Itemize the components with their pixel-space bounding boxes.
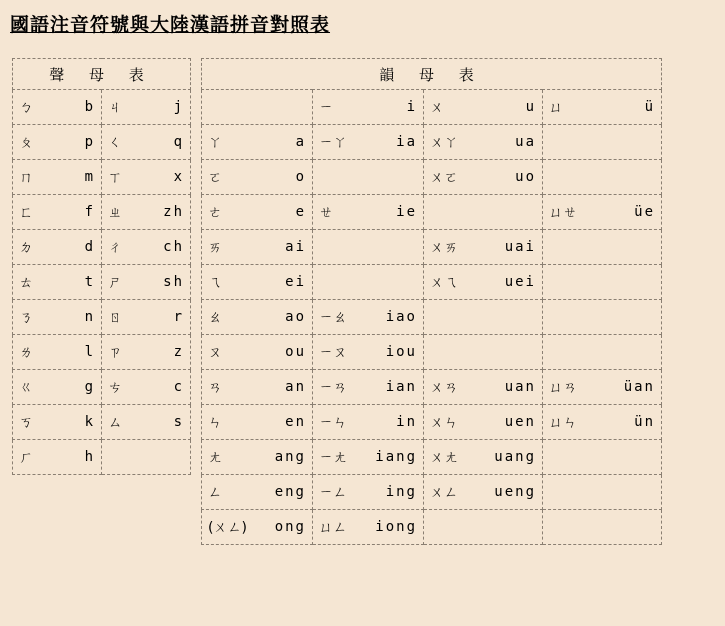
pinyin-text: d (84, 239, 95, 255)
bopomofo-text: ㄨ (430, 100, 444, 116)
pinyin-text: ü (644, 99, 655, 115)
shengmu-table-head (13, 59, 191, 90)
yunmu-table-body (202, 90, 662, 545)
table-row (202, 230, 662, 265)
syllable-cell (102, 370, 191, 405)
syllable-cell (424, 475, 543, 510)
pinyin-text: x (173, 169, 184, 185)
syllable-cell (313, 265, 424, 300)
table-row (13, 370, 191, 405)
bopomofo-text: ㄨㄥ (430, 485, 458, 501)
syllable-cell (543, 370, 662, 405)
syllable-cell (202, 335, 313, 370)
syllable-cell (102, 300, 191, 335)
bopomofo-text: ㄕ (108, 275, 122, 291)
pinyin-text: uai (504, 239, 536, 255)
syllable-cell (202, 265, 313, 300)
bopomofo-text: ㄧㄠ (319, 310, 347, 326)
pinyin-text: ch (163, 239, 184, 255)
table-row (202, 510, 662, 545)
bopomofo-text: ㄊ (19, 275, 33, 291)
syllable-cell (543, 265, 662, 300)
bopomofo-text: ㄥ (208, 485, 222, 501)
pinyin-text: ün (634, 414, 655, 430)
page-title: 國語注音符號與大陸漢語拼音對照表 (10, 14, 331, 36)
syllable-cell (202, 90, 313, 125)
bopomofo-text: ㄘ (108, 380, 122, 396)
table-row (202, 440, 662, 475)
pinyin-text: ie (396, 204, 417, 220)
syllable-cell (543, 335, 662, 370)
table-row (13, 125, 191, 160)
syllable-cell (13, 335, 102, 370)
pinyin-text: üe (634, 204, 655, 220)
bopomofo-text: ㄓ (108, 205, 122, 221)
syllable-cell (543, 510, 662, 545)
bopomofo-text: ㄣ (208, 415, 222, 431)
yunmu-table-head (202, 59, 662, 90)
bopomofo-text: ㄔ (108, 240, 122, 256)
pinyin-text: uo (515, 169, 536, 185)
syllable-cell (543, 440, 662, 475)
shengmu-table (12, 58, 191, 475)
bopomofo-text: ㄉ (19, 240, 33, 256)
bopomofo-text: ㄋ (19, 310, 33, 326)
bopomofo-text: ㄧㄣ (319, 415, 347, 431)
pinyin-text: n (84, 309, 95, 325)
pinyin-text: uang (494, 449, 536, 465)
bopomofo-text: ㄛ (208, 170, 222, 186)
syllable-cell (202, 300, 313, 335)
syllable-cell (102, 125, 191, 160)
syllable-cell (102, 160, 191, 195)
yunmu-header-row (202, 59, 662, 90)
syllable-cell (13, 405, 102, 440)
syllable-cell (202, 440, 313, 475)
pinyin-text: q (173, 134, 184, 150)
pinyin-text: h (84, 449, 95, 465)
syllable-cell (313, 335, 424, 370)
pinyin-text: l (84, 344, 95, 360)
pinyin-text: a (295, 134, 306, 150)
bopomofo-text: ㄨㄚ (430, 135, 458, 151)
pinyin-text: iao (385, 309, 417, 325)
pinyin-text: g (84, 379, 95, 395)
syllable-cell (543, 125, 662, 160)
table-row (13, 335, 191, 370)
pinyin-text: ua (515, 134, 536, 150)
table-row (13, 160, 191, 195)
pinyin-text: t (84, 274, 95, 290)
pinyin-text: sh (163, 274, 184, 290)
syllable-cell (543, 160, 662, 195)
bopomofo-text: ㄈ (19, 205, 33, 221)
pinyin-text: b (84, 99, 95, 115)
syllable-cell (424, 125, 543, 160)
syllable-cell (424, 405, 543, 440)
yunmu-table (201, 58, 662, 545)
pinyin-text: ei (285, 274, 306, 290)
syllable-cell (313, 475, 424, 510)
syllable-cell (202, 195, 313, 230)
bopomofo-text: ㄑ (108, 135, 122, 151)
syllable-cell (424, 510, 543, 545)
tables-container (12, 58, 662, 545)
bopomofo-text: ㄧㄡ (319, 345, 347, 361)
syllable-cell (202, 370, 313, 405)
bopomofo-text: ㄌ (19, 345, 33, 361)
shengmu-header: 聲 母 表 (13, 59, 191, 90)
syllable-cell (424, 300, 543, 335)
pinyin-text: ao (285, 309, 306, 325)
syllable-cell (543, 90, 662, 125)
table-row (202, 265, 662, 300)
syllable-cell (424, 195, 543, 230)
bopomofo-text: ㄨㄛ (430, 170, 458, 186)
syllable-cell (313, 160, 424, 195)
syllable-cell (313, 370, 424, 405)
bopomofo-text: ㄩㄝ (549, 205, 577, 221)
syllable-cell (424, 90, 543, 125)
bopomofo-text: (ㄨㄥ) (208, 520, 247, 536)
syllable-cell (424, 160, 543, 195)
table-row (13, 195, 191, 230)
syllable-cell (424, 335, 543, 370)
bopomofo-text: ㄩㄢ (549, 380, 577, 396)
pinyin-text: ou (285, 344, 306, 360)
pinyin-text: ia (396, 134, 417, 150)
bopomofo-text: ㄅ (19, 100, 33, 116)
pinyin-text: ang (274, 449, 306, 465)
syllable-cell (102, 440, 191, 475)
bopomofo-text: ㄖ (108, 310, 122, 326)
bopomofo-text: ㄗ (108, 345, 122, 361)
syllable-cell (13, 370, 102, 405)
bopomofo-text: ㄢ (208, 380, 222, 396)
table-row (202, 475, 662, 510)
syllable-cell (313, 195, 424, 230)
pinyin-text: eng (274, 484, 306, 500)
pinyin-text: uan (504, 379, 536, 395)
table-row (202, 370, 662, 405)
pinyin-text: iang (375, 449, 417, 465)
bopomofo-text: ㄩ (549, 100, 563, 116)
pinyin-text: c (173, 379, 184, 395)
pinyin-text: ing (385, 484, 417, 500)
syllable-cell (13, 440, 102, 475)
bopomofo-text: ㄙ (108, 415, 122, 431)
table-row (202, 90, 662, 125)
table-row (202, 125, 662, 160)
syllable-cell (543, 230, 662, 265)
bopomofo-text: ㄜ (208, 205, 222, 221)
syllable-cell (313, 90, 424, 125)
bopomofo-text: ㄧㄢ (319, 380, 347, 396)
syllable-cell (102, 405, 191, 440)
syllable-cell (13, 300, 102, 335)
syllable-cell (202, 160, 313, 195)
bopomofo-text: ㄤ (208, 450, 222, 466)
pinyin-text: ian (385, 379, 417, 395)
pinyin-text: zh (163, 204, 184, 220)
bopomofo-text: ㄠ (208, 310, 222, 326)
syllable-cell (424, 440, 543, 475)
bopomofo-text: ㄨㄢ (430, 380, 458, 396)
pinyin-text: iong (375, 519, 417, 535)
table-row (13, 405, 191, 440)
syllable-cell (102, 335, 191, 370)
syllable-cell (313, 510, 424, 545)
pinyin-text: iou (385, 344, 417, 360)
bopomofo-text: ㄟ (208, 275, 222, 291)
syllable-cell (102, 230, 191, 265)
pinyin-text: m (84, 169, 95, 185)
pinyin-text: ueng (494, 484, 536, 500)
table-row (202, 195, 662, 230)
pinyin-text: uen (504, 414, 536, 430)
bopomofo-text: ㄝ (319, 205, 333, 221)
bopomofo-text: ㄏ (19, 450, 33, 466)
syllable-cell (202, 510, 313, 545)
syllable-cell (202, 405, 313, 440)
table-row (202, 300, 662, 335)
pinyin-text: i (406, 99, 417, 115)
table-row (13, 90, 191, 125)
pinyin-text: üan (623, 379, 655, 395)
syllable-cell (13, 265, 102, 300)
syllable-cell (102, 90, 191, 125)
syllable-cell (313, 125, 424, 160)
syllable-cell (424, 370, 543, 405)
pinyin-text: an (285, 379, 306, 395)
table-row (13, 300, 191, 335)
pinyin-text: p (84, 134, 95, 150)
syllable-cell (13, 125, 102, 160)
bopomofo-text: ㄍ (19, 380, 33, 396)
syllable-cell (424, 230, 543, 265)
syllable-cell (313, 300, 424, 335)
syllable-cell (13, 195, 102, 230)
table-row (13, 440, 191, 475)
shengmu-header-row (13, 59, 191, 90)
syllable-cell (543, 300, 662, 335)
table-row (202, 160, 662, 195)
table-row (202, 335, 662, 370)
bopomofo-text: ㄧㄥ (319, 485, 347, 501)
pinyin-text: ai (285, 239, 306, 255)
syllable-cell (202, 475, 313, 510)
yunmu-header: 韻 母 表 (202, 59, 662, 90)
syllable-cell (102, 265, 191, 300)
syllable-cell (202, 230, 313, 265)
pinyin-text: o (295, 169, 306, 185)
syllable-cell (313, 405, 424, 440)
syllable-cell (13, 90, 102, 125)
bopomofo-text: ㄎ (19, 415, 33, 431)
syllable-cell (313, 230, 424, 265)
syllable-cell (13, 230, 102, 265)
pinyin-text: uei (504, 274, 536, 290)
syllable-cell (202, 125, 313, 160)
syllable-cell (102, 195, 191, 230)
pinyin-text: r (173, 309, 184, 325)
bopomofo-text: ㄨㄣ (430, 415, 458, 431)
pinyin-text: ong (274, 519, 306, 535)
pinyin-text: en (285, 414, 306, 430)
bopomofo-text: ㄧㄚ (319, 135, 347, 151)
pinyin-text: f (84, 204, 95, 220)
table-row (13, 230, 191, 265)
table-row (13, 265, 191, 300)
table-row (202, 405, 662, 440)
pinyin-text: j (173, 99, 184, 115)
bopomofo-text: ㄨㄟ (430, 275, 458, 291)
bopomofo-text: ㄒ (108, 170, 122, 186)
pinyin-text: e (295, 204, 306, 220)
bopomofo-text: ㄚ (208, 135, 222, 151)
bopomofo-text: ㄡ (208, 345, 222, 361)
bopomofo-text: ㄆ (19, 135, 33, 151)
pinyin-text: u (525, 99, 536, 115)
syllable-cell (543, 405, 662, 440)
bopomofo-text: ㄧ (319, 100, 333, 116)
pinyin-text: z (173, 344, 184, 360)
syllable-cell (543, 475, 662, 510)
bopomofo-text: ㄩㄣ (549, 415, 577, 431)
syllable-cell (313, 440, 424, 475)
bopomofo-text: ㄧㄤ (319, 450, 347, 466)
shengmu-table-body (13, 90, 191, 475)
syllable-cell (424, 265, 543, 300)
bopomofo-text: ㄞ (208, 240, 222, 256)
bopomofo-text: ㄩㄥ (319, 520, 347, 536)
pinyin-text: in (396, 414, 417, 430)
pinyin-text: s (173, 414, 184, 430)
syllable-cell (543, 195, 662, 230)
bopomofo-text: ㄇ (19, 170, 33, 186)
pinyin-text: k (84, 414, 95, 430)
bopomofo-text: ㄨㄤ (430, 450, 458, 466)
syllable-cell (13, 160, 102, 195)
bopomofo-text: ㄐ (108, 100, 122, 116)
bopomofo-text: ㄨㄞ (430, 240, 458, 256)
